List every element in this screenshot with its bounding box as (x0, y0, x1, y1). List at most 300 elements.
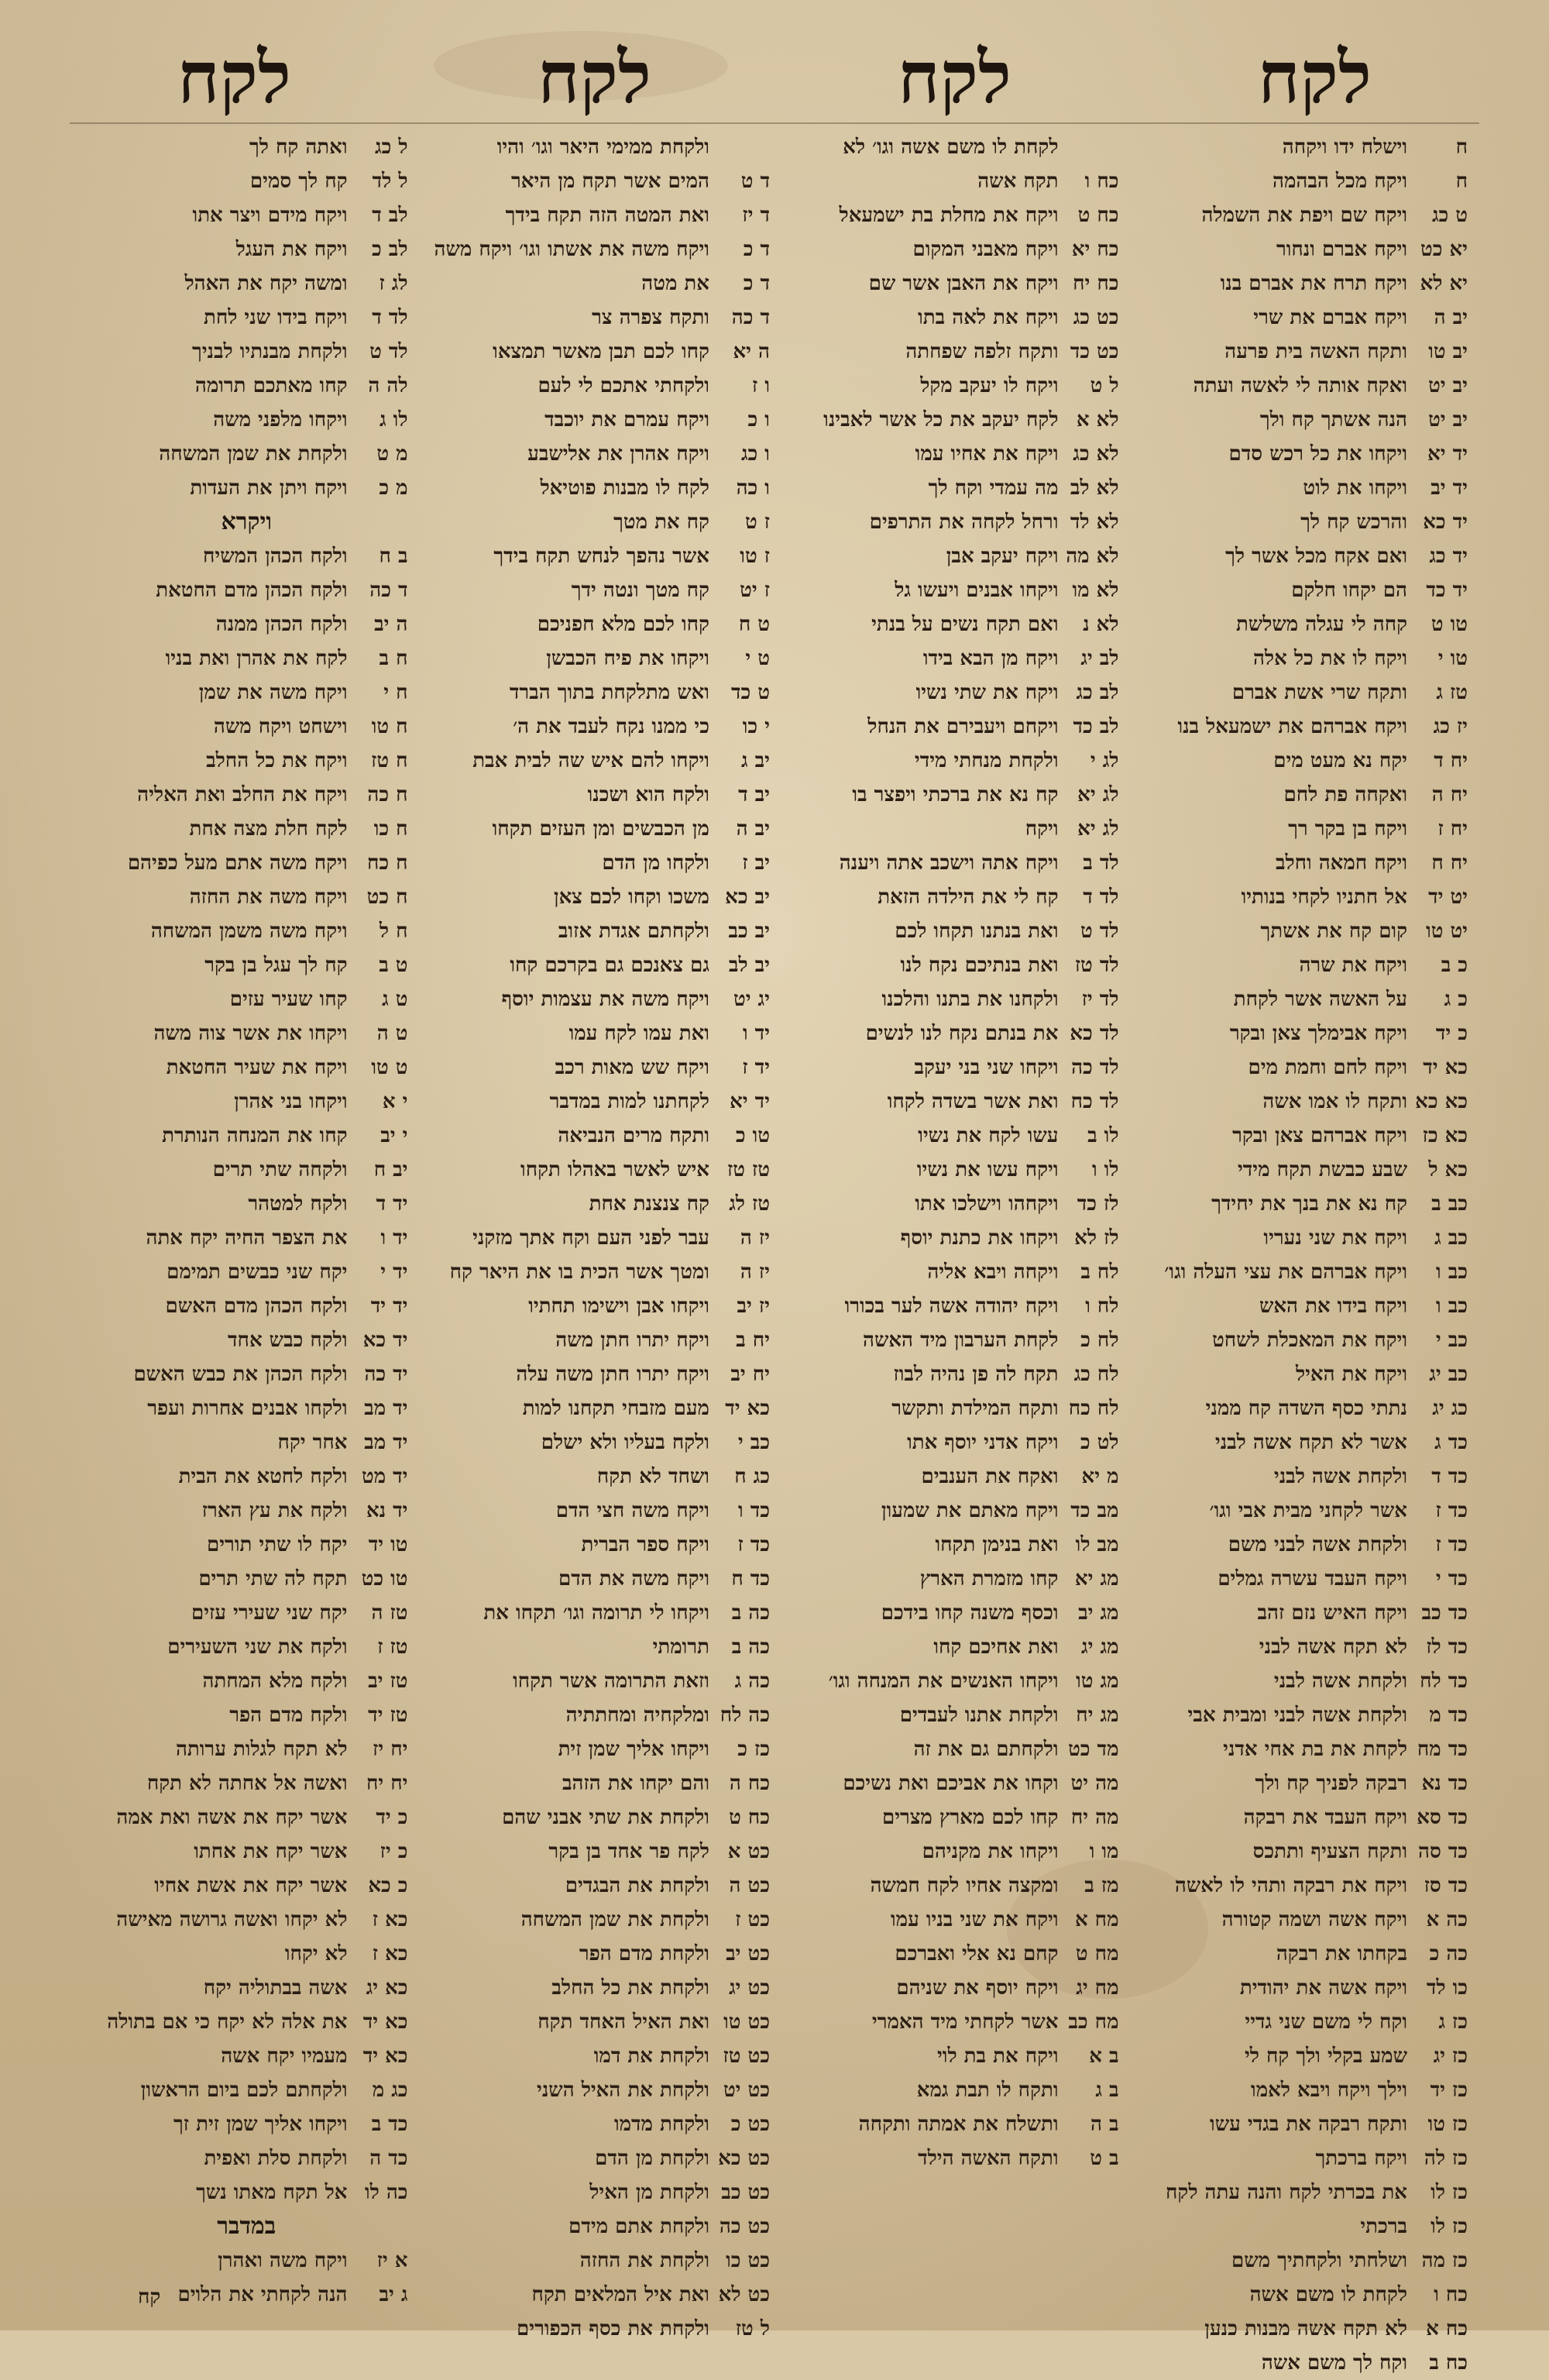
column-3 (434, 130, 770, 2340)
verse-reference: יד יב (1431, 476, 1468, 500)
verse-reference: יח ב (736, 1329, 770, 1352)
concordance-entry (85, 846, 408, 880)
concordance-entry (85, 369, 408, 403)
concordance-entry (796, 437, 1119, 471)
concordance-entry (796, 1323, 1119, 1357)
entry-text: ויקח מאבני המקום (912, 238, 1059, 261)
verse-reference: כט לא (718, 2283, 770, 2306)
verse-reference: מד כט (1068, 1738, 1119, 1761)
verse-reference: ד כ (743, 238, 770, 261)
concordance-entry (434, 471, 770, 505)
concordance-entry (85, 2141, 408, 2175)
verse-reference: כב ב (1431, 1192, 1468, 1216)
entry-text: ולקח את שני השעירים (167, 1635, 348, 1659)
verse-reference: כד מח (1417, 1738, 1468, 1761)
verse-reference: כב י (1435, 1329, 1468, 1352)
entry-text: ויקח את העגל (235, 238, 348, 261)
header-rule (70, 122, 1479, 124)
verse-reference: ל ט (1090, 374, 1119, 397)
concordance-entry (796, 676, 1119, 710)
entry-text: ויקח מאתם את שמעון (881, 1499, 1059, 1522)
entry-text: מעם מזבחי תקחנו למות (522, 1397, 709, 1420)
concordance-entry (1145, 1903, 1468, 1937)
concordance-entry (434, 301, 770, 335)
concordance-entry (434, 2005, 770, 2039)
verse-reference: כז לה (1424, 2147, 1468, 2170)
verse-reference: כה לו (364, 2181, 408, 2204)
verse-reference: יט טו (1426, 920, 1468, 943)
verse-reference: כא כז (1422, 1124, 1468, 1147)
entry-text: את בכרתי לקח והנה עתה לקח (1166, 2181, 1407, 2204)
concordance-entry (796, 812, 1119, 846)
entry-text: ויקח יוסף את שניהם (896, 1976, 1059, 2000)
concordance-columns (85, 130, 1468, 2375)
entry-text: קח נא את בנך את יחידך (1211, 1192, 1407, 1216)
entry-text: ולקחתם אגדת אזוב (558, 920, 709, 943)
verse-reference: יא לא (1420, 272, 1468, 295)
verse-reference: לא לב (1070, 476, 1119, 500)
entry-text: ולקחת אתנו לעבדים (899, 1704, 1059, 1727)
entry-text: תקח לה פן נהיה לבוז (893, 1363, 1059, 1386)
entry-text: ולקחת את שתי אבני שהם (502, 1806, 709, 1829)
verse-reference: לב כג (1076, 681, 1119, 704)
entry-text: ולקחת את שמן המשחה (159, 442, 348, 466)
entry-text: ותקח האשה בית פרעה (1224, 340, 1407, 363)
concordance-entry (1145, 403, 1468, 437)
verse-reference: יח ז (1437, 817, 1468, 841)
concordance-entry (434, 505, 770, 539)
entry-text: קחם נא אלי ואברכם (895, 1942, 1059, 1966)
verse-reference: כח ט (1077, 204, 1119, 227)
concordance-entry (434, 1664, 770, 1698)
entry-text: ויקח ברכתך (1315, 2147, 1407, 2170)
verse-reference: כט ה (729, 1874, 770, 1897)
concordance-entry (434, 437, 770, 471)
verse-reference: לד ד (372, 306, 408, 329)
verse-reference: מג יג (1081, 1635, 1119, 1659)
entry-text: ויקח את שרה (1299, 954, 1407, 977)
entry-text: ולקחת את כסף הכפורים (517, 2317, 709, 2340)
verse-reference: כד ה (369, 2147, 408, 2170)
entry-text: ואם תקח נשים על בנתי (871, 613, 1059, 636)
concordance-entry (1145, 335, 1468, 369)
concordance-entry (85, 2039, 408, 2073)
entry-text: אחר יקח (277, 1431, 348, 1454)
verse-reference: טו כט (361, 1567, 408, 1591)
entry-text: ולקח הכהן ממנה (215, 613, 348, 636)
entry-text: ושחד לא תקח (596, 1465, 709, 1488)
entry-text: ומטך אשר הכית בו את היאר קח (449, 1261, 709, 1284)
concordance-entry (1145, 1323, 1468, 1357)
concordance-entry (1145, 1869, 1468, 1903)
concordance-entry (796, 1460, 1119, 1494)
entry-text: ויקח אדני יוסף אתו (907, 1431, 1059, 1454)
column-2 (796, 130, 1119, 2299)
verse-reference: ז טו (740, 545, 770, 568)
verse-reference: כא יד (362, 2045, 408, 2068)
concordance-entry (434, 641, 770, 676)
entry-text: ויקח את לאה בתו (918, 306, 1059, 329)
verse-reference: לו ג (380, 408, 408, 432)
entry-text: ותקח המילדת ותקשר (891, 1397, 1059, 1420)
verse-reference: ל טז (735, 2317, 770, 2340)
entry-text: ואת אחיכם קחו (933, 1635, 1059, 1659)
verse-reference: יז יב (737, 1295, 770, 1318)
entry-text: יקח שני כבשים תמימם (167, 1261, 348, 1284)
entry-text: תקח לה שתי תרים (198, 1567, 348, 1591)
verse-reference: לח כג (1073, 1363, 1119, 1386)
concordance-entry (1145, 1630, 1468, 1664)
verse-reference: ט ב (379, 954, 408, 977)
verse-reference: כא יד (362, 2010, 408, 2034)
entry-text: ולקח הוא ושכנו (587, 783, 709, 807)
concordance-entry (85, 1426, 408, 1460)
entry-text: ואת אשר בשדה לקחו (887, 1090, 1059, 1113)
headword-column-4: לקח (177, 36, 291, 119)
verse-reference: כ ג (1444, 988, 1468, 1011)
concordance-entry (1145, 301, 1468, 335)
verse-reference: כט כו (726, 2249, 770, 2272)
concordance-entry (85, 1357, 408, 1391)
verse-reference: יב יט (1428, 408, 1468, 432)
entry-text: ויקח בידו את האש (1259, 1295, 1407, 1318)
concordance-entry (434, 744, 770, 778)
column-4 (85, 130, 408, 2306)
entry-text: ולקחת מן הדם (595, 2147, 709, 2170)
concordance-entry (85, 1153, 408, 1187)
concordance-entry (796, 1016, 1119, 1051)
entry-text: לא תקח אשה מבנות כנען (1204, 2317, 1407, 2340)
concordance-entry (796, 1391, 1119, 1426)
verse-reference: כד ב (371, 2113, 408, 2136)
entry-text: ויקח משה את החזה (189, 886, 348, 909)
concordance-entry (85, 1971, 408, 2005)
verse-reference: מ יא (1081, 1465, 1119, 1488)
entry-text: ויקח אבימלך צאן ובקר (1229, 1022, 1407, 1045)
verse-reference: יב ז (742, 851, 770, 875)
verse-reference: כ יד (376, 1806, 408, 1829)
verse-reference: מה יט (1070, 1772, 1119, 1795)
entry-text: ולקחת את שמן המשחה (520, 1908, 709, 1931)
concordance-entry (1145, 744, 1468, 778)
verse-reference: לד יז (1081, 988, 1119, 1011)
concordance-entry (434, 1732, 770, 1766)
entry-text: ויקח יתרו חתן משה עלה (516, 1363, 709, 1386)
verse-reference: לד כח (1070, 1090, 1119, 1113)
entry-text: ויקח לו את כל אלה (1252, 647, 1407, 670)
entry-text: קחו את המנחה הנותרת (162, 1124, 348, 1147)
verse-reference: יב ה (736, 817, 770, 841)
concordance-entry (434, 1800, 770, 1835)
entry-text: ולקחת אשה לבני משם (1228, 1533, 1407, 1556)
verse-reference: יד ו (742, 1022, 770, 1045)
concordance-entry (434, 403, 770, 437)
column-1 (1145, 130, 1468, 2375)
concordance-entry (85, 744, 408, 778)
verse-reference: יח יב (730, 1363, 770, 1386)
verse-reference: לג יא (1077, 783, 1119, 807)
verse-reference: כד לז (1426, 1635, 1468, 1659)
concordance-entry (434, 1187, 770, 1221)
concordance-entry (1145, 471, 1468, 505)
concordance-entry (85, 982, 408, 1016)
verse-reference: מו ו (1089, 1840, 1119, 1863)
entry-text: קח צנצנת אחת (589, 1192, 709, 1216)
entry-text: ולקח הכהן את כבש האשם (133, 1363, 348, 1386)
concordance-entry (1145, 982, 1468, 1016)
concordance-entry (85, 1119, 408, 1153)
concordance-entry (434, 2039, 770, 2073)
verse-reference: כח ב (1429, 2351, 1468, 2375)
entry-text: ויקח חמאה וחלב (1275, 851, 1407, 875)
entry-text: ולקח לחטא את הבית (178, 1465, 348, 1488)
entry-text: ויקח יעקב אבן (946, 545, 1059, 568)
concordance-entry (1145, 1528, 1468, 1562)
concordance-entry (796, 2005, 1119, 2039)
entry-text: ולקח את עץ הארז (201, 1499, 348, 1522)
entry-text: המים אשר תקח מן היאר (511, 170, 709, 193)
verse-reference: כד ז (1435, 1533, 1468, 1556)
entry-text: ויקח אשה ושמה קטורה (1221, 1908, 1407, 1931)
concordance-entry (796, 267, 1119, 301)
entry-text: ותקח זלפה שפחתה (905, 340, 1059, 363)
entry-text: ויקח בידו שני לחת (203, 306, 348, 329)
entry-text: ויקח העבד את רבקה (1243, 1806, 1407, 1829)
verse-reference: כא ל (1428, 1158, 1468, 1181)
verse-reference: לד כה (1071, 1056, 1119, 1079)
concordance-entry (85, 1766, 408, 1800)
entry-text: ויקח לו יעקב מקל (920, 374, 1059, 397)
entry-text: ואש מתלקחת בתוך הברד (509, 681, 709, 704)
entry-text: ואת האיל האחד תקח (538, 2010, 709, 2034)
concordance-entry (85, 914, 408, 948)
verse-reference: יב ג (740, 749, 770, 772)
concordance-entry (85, 1903, 408, 1937)
verse-reference: מח ט (1075, 1942, 1119, 1966)
verse-reference: לח ו (1085, 1295, 1119, 1318)
concordance-entry (434, 1937, 770, 1971)
entry-text: ולקחת אשה לבני (1273, 1465, 1407, 1488)
concordance-entry (85, 1596, 408, 1630)
entry-text: ומשה יקח את האהל (184, 272, 348, 295)
concordance-entry (434, 982, 770, 1016)
concordance-entry (1145, 2346, 1468, 2380)
concordance-entry (434, 1357, 770, 1391)
concordance-entry (434, 880, 770, 914)
concordance-entry (1145, 369, 1468, 403)
concordance-entry (796, 1187, 1119, 1221)
entry-text: ויקח את האיל (1295, 1363, 1407, 1386)
headword-column-3: לקח (538, 36, 651, 119)
concordance-entry (796, 1766, 1119, 1800)
verse-reference: ד כה (731, 306, 770, 329)
concordance-entry (796, 880, 1119, 914)
entry-text: ולקח הכהן המשיח (203, 545, 348, 568)
verse-reference: כט טז (723, 2045, 770, 2068)
concordance-entry (85, 1187, 408, 1221)
entry-text: ויקח יהודה אשה לער בכורו (844, 1295, 1059, 1318)
verse-reference: לח כ (1080, 1329, 1119, 1352)
verse-reference: לב יג (1080, 647, 1119, 670)
concordance-entry (1145, 1562, 1468, 1596)
verse-reference: א יז (376, 2249, 408, 2272)
entry-text: ויקח משה ואהרן (218, 2249, 348, 2272)
entry-text: את אלה לא יקח כי אם בתולה (107, 2010, 348, 2034)
verse-reference: כא יד (1423, 1056, 1468, 1079)
concordance-entry (85, 1835, 408, 1869)
concordance-entry (796, 1255, 1119, 1289)
verse-reference: לב כד (1073, 715, 1119, 738)
concordance-entry (796, 1937, 1119, 1971)
concordance-entry (434, 812, 770, 846)
concordance-entry (434, 2175, 770, 2210)
verse-reference: לא מו (1072, 579, 1119, 602)
entry-text: ויקח ספר הברית (581, 1533, 709, 1556)
entry-text: ואת בנתיכם נקח לנו (900, 954, 1059, 977)
concordance-entry (1145, 641, 1468, 676)
concordance-entry (434, 335, 770, 369)
entry-text: שמע בקלי ולך קח לי (1244, 2045, 1407, 2068)
concordance-entry (796, 1357, 1119, 1391)
entry-text: ולקחת את כל החלב (551, 1976, 709, 2000)
concordance-entry (434, 1596, 770, 1630)
verse-reference: כח ו (1434, 2283, 1468, 2306)
verse-reference: יד מט (362, 1465, 408, 1488)
verse-reference: לא מה (1066, 545, 1119, 568)
verse-reference: כז ג (1438, 2010, 1468, 2034)
concordance-entry (85, 1562, 408, 1596)
concordance-entry (434, 1971, 770, 2005)
entry-text: אל חתניו לקחי בנותיו (1241, 886, 1407, 909)
concordance-entry (85, 778, 408, 812)
entry-text: ויקחו את כתנת יוסף (900, 1226, 1059, 1250)
entry-text: ויקח משה משמן המשחה (150, 920, 348, 943)
verse-reference: לח כח (1068, 1397, 1119, 1420)
entry-text: וישלח ידו ויקחה (1282, 136, 1407, 159)
entry-text: לא תקח אשה לבני (1259, 1635, 1407, 1659)
verse-reference: ט ה (376, 1022, 408, 1045)
verse-reference: כז כ (737, 1738, 770, 1761)
entry-text: ויקח אהרן את אלישבע (527, 442, 709, 466)
entry-text: ומקצה אחיו לקח חמשה (870, 1874, 1059, 1897)
entry-text: ויקח אשה את יהודית (1239, 1976, 1407, 2000)
concordance-entry (434, 573, 770, 607)
concordance-entry (796, 710, 1119, 744)
entry-text: ואתה קח לך (249, 136, 348, 159)
entry-text: ולקחתם גם את זה (913, 1738, 1059, 1761)
concordance-entry (85, 1494, 408, 1528)
concordance-entry (85, 2278, 408, 2312)
concordance-entry (1145, 1289, 1468, 1323)
concordance-entry (796, 2039, 1119, 2073)
entry-text: ויקח מכל הבהמה (1273, 170, 1407, 193)
entry-text: ויקח את בת לוי (936, 2045, 1059, 2068)
concordance-entry (85, 164, 408, 198)
concordance-entry (85, 2005, 408, 2039)
concordance-entry (434, 1391, 770, 1426)
verse-reference: לב ד (372, 204, 408, 227)
entry-text: על האשה אשר לקחת (1233, 988, 1407, 1011)
verse-reference: ז יט (740, 579, 770, 602)
entry-text: ויקחו אליך שמן זית זך (173, 2113, 348, 2136)
verse-reference: כט כג (1073, 306, 1119, 329)
verse-reference: כז לו (1431, 2181, 1468, 2204)
entry-text: ויקח את שעיר החטאת (166, 1056, 348, 1079)
entry-text: הנה אשתך קח ולך (1259, 408, 1407, 432)
concordance-entry (85, 1698, 408, 1732)
verse-reference: טז טז (727, 1158, 770, 1181)
entry-text: ולקחת את הבגדים (565, 1874, 709, 1897)
entry-text: ויקחו אבן וישימו תחתיו (528, 1295, 709, 1318)
concordance-entry (1145, 2107, 1468, 2141)
concordance-entry (1145, 2039, 1468, 2073)
concordance-entry (796, 164, 1119, 198)
verse-reference: יד ז (742, 1056, 770, 1079)
entry-text: ויקח תרח את אברם בנו (1220, 272, 1407, 295)
entry-text: ולקחתם לכם ביום הראשון (140, 2079, 348, 2102)
concordance-entry (1145, 437, 1468, 471)
entry-text: משכו וקחו לכם צאן (553, 886, 709, 909)
entry-text: הם יקחו חלקם (1291, 579, 1407, 602)
verse-reference: כט כ (730, 2113, 770, 2136)
entry-text: ברכתי (1360, 2215, 1407, 2238)
verse-reference: לז לא (1074, 1226, 1119, 1250)
entry-text: ולקחת את החזה (579, 2249, 709, 2272)
concordance-entry (796, 232, 1119, 267)
verse-reference: מז ב (1084, 1874, 1119, 1897)
concordance-entry (434, 1016, 770, 1051)
entry-text: וישחט ויקח משה (213, 715, 348, 738)
verse-reference: כג יג (1432, 1397, 1468, 1420)
concordance-entry (85, 1016, 408, 1051)
verse-reference: ג יב (379, 2283, 408, 2306)
concordance-entry (796, 1971, 1119, 2005)
verse-reference: יב כב (728, 920, 770, 943)
concordance-entry (434, 1085, 770, 1119)
verse-reference: לד טז (1074, 954, 1119, 977)
verse-reference: לא לד (1070, 511, 1119, 534)
concordance-entry (85, 1323, 408, 1357)
entry-text: אשר יקח את אשה ואת אמה (116, 1806, 348, 1829)
concordance-entry (1145, 232, 1468, 267)
concordance-entry (434, 1323, 770, 1357)
concordance-entry (434, 369, 770, 403)
concordance-entry (85, 1085, 408, 1119)
verse-reference: יב ח (373, 1158, 408, 1181)
concordance-entry (1145, 505, 1468, 539)
entry-text: וקחו את אביכם ואת נשיכם (843, 1772, 1059, 1795)
verse-reference: כז יג (1433, 2045, 1468, 2068)
concordance-entry (85, 880, 408, 914)
entry-text: ויקחו אליך שמן זית (558, 1738, 709, 1761)
entry-text: קחו לכם תבן מאשר תמצאו (493, 340, 709, 363)
concordance-entry (1145, 1494, 1468, 1528)
concordance-entry (796, 1289, 1119, 1323)
verse-reference: לא א (1076, 408, 1119, 432)
concordance-entry (434, 948, 770, 982)
verse-reference: כו לד (1426, 1976, 1468, 2000)
verse-reference: לו ו (1091, 1158, 1119, 1181)
entry-text: ולקחת ממימי היאר וגו׳ והיו (496, 136, 709, 159)
concordance-entry (85, 710, 408, 744)
concordance-entry (434, 1903, 770, 1937)
entry-text: ויקח משה את אשתו וגו׳ ויקח משה (434, 238, 709, 261)
entry-text: לקח יעקב את כל אשר לאבינו (823, 408, 1059, 432)
entry-text: ולקחתי אתכם לי לעם (538, 374, 709, 397)
verse-reference: יד יא (1427, 442, 1468, 466)
entry-text: ויקח (1025, 817, 1059, 841)
concordance-entry (796, 539, 1119, 573)
